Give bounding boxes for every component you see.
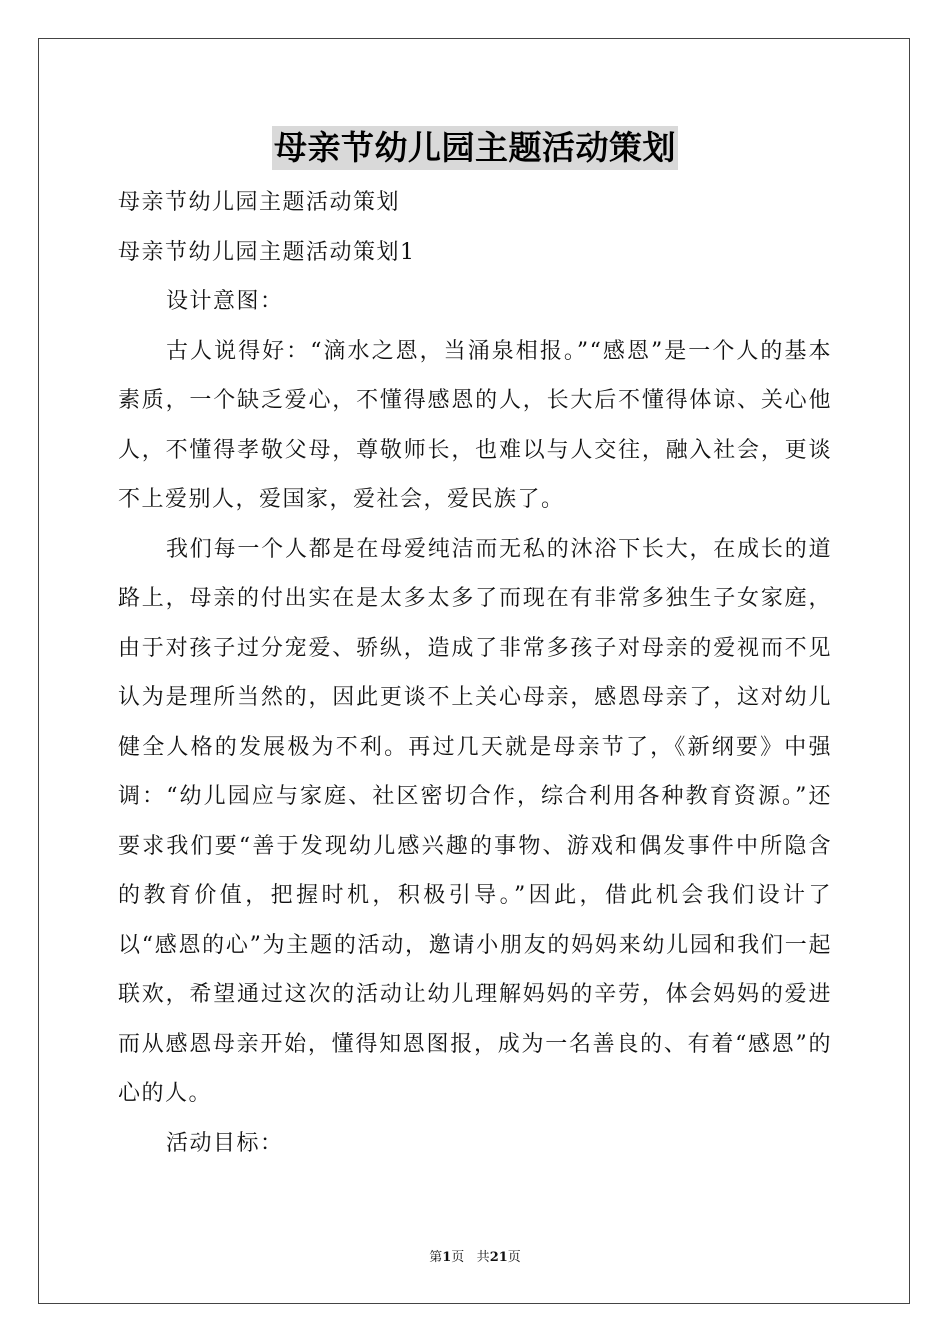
- title-container: [0, 126, 950, 170]
- footer-total-suffix: 页: [507, 1250, 521, 1265]
- paragraph: 活动目标：: [166, 1130, 284, 1156]
- document-body: [118, 178, 832, 1168]
- footer-page-suffix: 页: [451, 1250, 465, 1265]
- document-title: 母亲节幼儿园主题活动策划: [272, 126, 678, 170]
- paragraph: 古人说得好：“滴水之恩，当涌泉相报。”“感恩”是一个人的基本素质，一个缺乏爱心，不懂得感恩的人，长大后不懂得体谅、关心他人，不懂得孝敬父母，尊敬师长，也难以与人交往，融入社会，更谈不上爱别人，爱国家，爱社会，爱民族了。: [118, 338, 832, 512]
- paragraph: 我们每一个人都是在母爱纯洁而无私的沐浴下长大，在成长的道路上，母亲的付出实在是太多太多了而现在有非常多独生子女家庭，由于对孩子过分宠爱、骄纵，造成了非常多孩子对母亲的爱视而不见认为是理所当然的，因此更谈不上关心母亲，感恩母亲了，这对幼儿健全人格的发展极为不利。再过几天就是母亲节了，《新纲要》中强调：“幼儿园应与家庭、社区密切合作，综合利用各种教育资源。”还要求我们要“善于发现幼儿感兴趣的事物、游戏和偶发事件中所隐含的教育价值，把握时机，积极引导。”因此，借此机会我们设计了以“感恩的心”为主题的活动，邀请小朋友的妈妈来幼儿园和我们一起联欢，希望通过这次的活动让幼儿理解妈妈的辛劳，体会妈妈的爱进而从感恩母亲开始，懂得知恩图报，成为一名善良的、有着“感恩”的心的人。: [118, 536, 832, 1106]
- total-page-count: 21: [489, 1250, 508, 1265]
- footer-prefix: 第: [429, 1250, 443, 1265]
- page-footer: [0, 1246, 950, 1265]
- paragraph: 母亲节幼儿园主题活动策划: [118, 190, 401, 215]
- footer-total-prefix: 共: [476, 1250, 490, 1265]
- current-page-number: 1: [442, 1250, 452, 1265]
- paragraph: 母亲节幼儿园主题活动策划1: [118, 239, 416, 265]
- paragraph: 设计意图：: [166, 289, 284, 314]
